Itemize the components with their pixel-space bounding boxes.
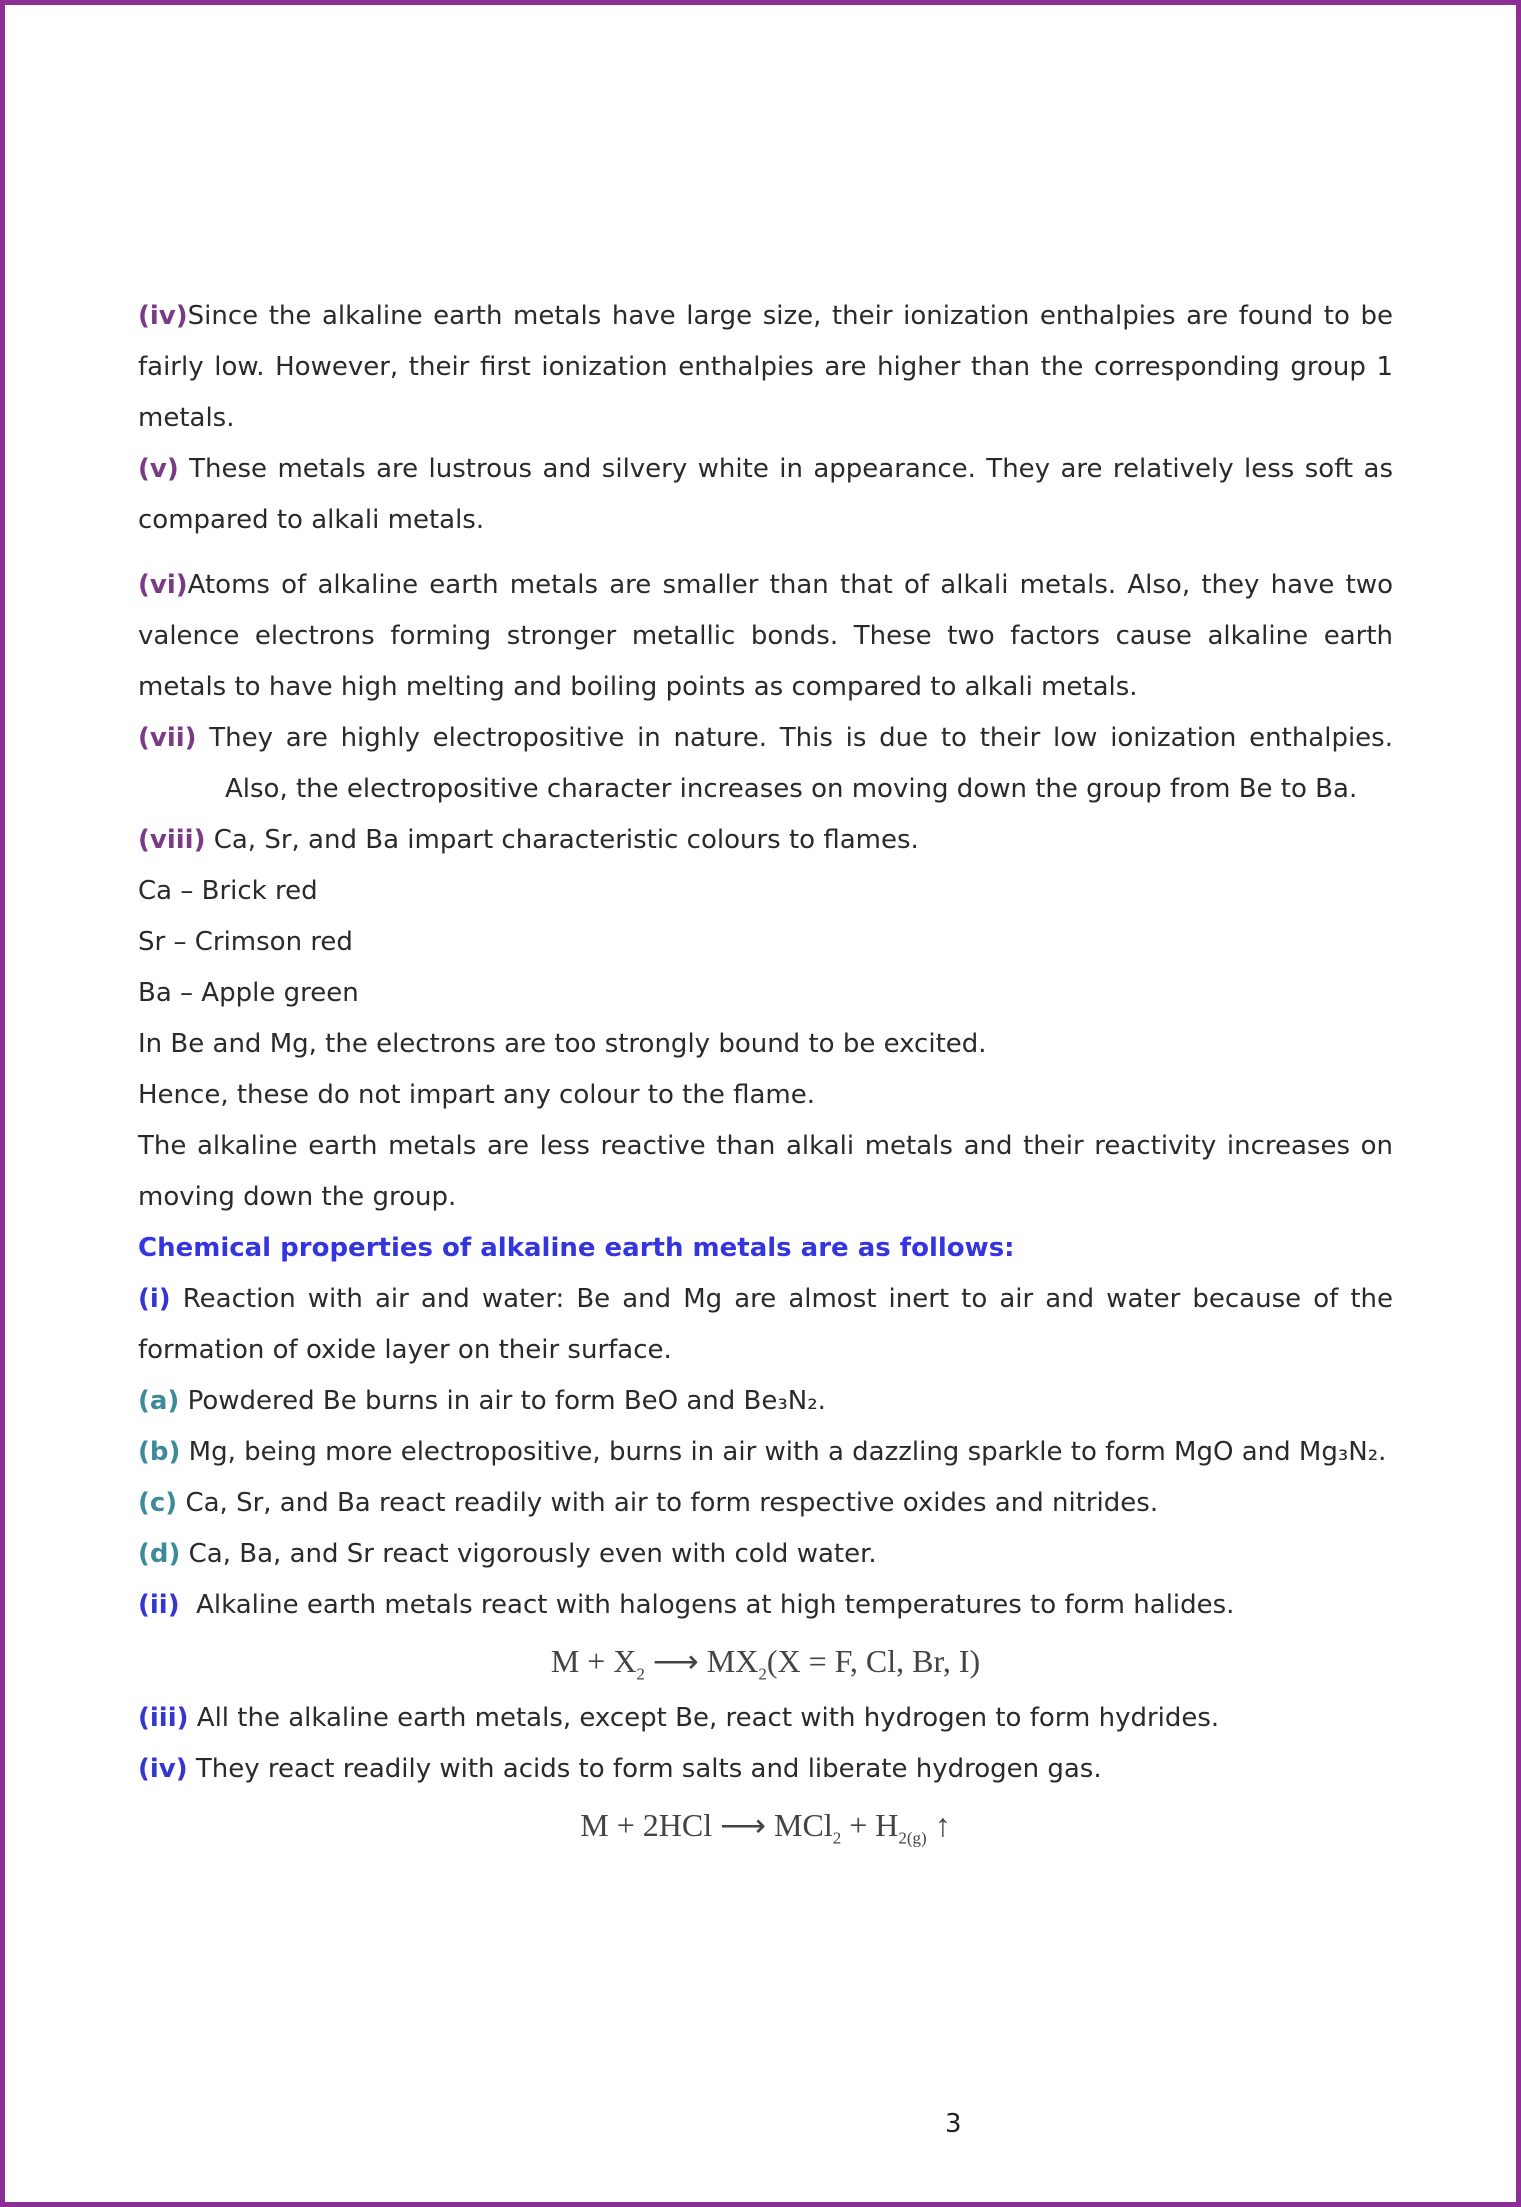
- flame-colour-ba: Ba – Apple green: [138, 978, 359, 1008]
- eq-term: MX: [706, 1643, 759, 1679]
- item-label: (i): [138, 1284, 171, 1314]
- property-viii: [138, 815, 1393, 866]
- item-text: Ca, Sr, and Ba react readily with air to form respective oxides and nitrides.: [177, 1488, 1159, 1518]
- item-text: Mg, being more electropositive, burns in air with a dazzling sparkle to form MgO and Mg₃N₂.: [180, 1437, 1387, 1467]
- eq-subscript: 2: [832, 1828, 842, 1848]
- item-text: Atoms of alkaline earth metals are smaller than that of alkali metals. Also, they have two valence electrons forming stronger metallic bonds. These two factors cause alkaline earth metals to have high melting and boiling points as compared to alkali metals.: [138, 570, 1393, 702]
- item-label: (vi): [138, 570, 188, 600]
- note-line: In Be and Mg, the electrons are too strongly bound to be excited.: [138, 1029, 987, 1059]
- item-label: (v): [138, 454, 179, 484]
- item-label: (c): [138, 1488, 178, 1518]
- item-label: (iii): [138, 1703, 189, 1733]
- eq-term: MCl: [774, 1807, 833, 1843]
- chemical-iv: [138, 1744, 1393, 1795]
- chemical-d: [138, 1529, 1393, 1580]
- page-content: [138, 291, 1393, 1857]
- gas-evolution-arrow-icon: ↑: [926, 1807, 951, 1843]
- item-text: Since the alkaline earth metals have large size, their ionization enthalpies are found to be fairly low. However, their first ionization enthalpies are higher than the corresponding group 1 metals.: [138, 301, 1393, 433]
- reaction-arrow-icon: ⟶: [644, 1643, 707, 1679]
- item-text: These metals are lustrous and silvery white in appearance. They are relatively less soft as compared to alkali metals.: [138, 454, 1393, 535]
- property-vi: [138, 560, 1393, 713]
- property-v: [138, 444, 1393, 546]
- item-label: (d): [138, 1539, 181, 1569]
- section-heading: Chemical properties of alkaline earth metals are as follows:: [138, 1233, 1015, 1263]
- equation-halide: [138, 1631, 1393, 1693]
- item-text: They are highly electropositive in nature. This is due to their low ionization enthalpies. Also, the electropositive character increases on moving down the group from Be to Ba.: [196, 723, 1393, 804]
- eq-subscript: 2: [758, 1664, 767, 1684]
- flame-colour-sr: Sr – Crimson red: [138, 927, 353, 957]
- item-label: (iv): [138, 301, 188, 331]
- item-text: Ca, Ba, and Sr react vigorously even with cold water.: [180, 1539, 877, 1569]
- eq-term: + H: [841, 1807, 899, 1843]
- item-label: (ii): [138, 1590, 180, 1620]
- chemical-c: [138, 1478, 1393, 1529]
- equation-acid: [138, 1795, 1393, 1857]
- chemical-b: [138, 1427, 1393, 1478]
- note-line: The alkaline earth metals are less reactive than alkali metals and their reactivity increases on moving down the group.: [138, 1131, 1393, 1212]
- item-text: They react readily with acids to form salts and liberate hydrogen gas.: [187, 1754, 1102, 1784]
- item-label: (vii): [138, 723, 197, 753]
- property-iv: [138, 291, 1393, 444]
- note-line: Hence, these do not impart any colour to the flame.: [138, 1080, 816, 1110]
- flame-colour-ca: Ca – Brick red: [138, 876, 318, 906]
- item-text: Ca, Sr, and Ba impart characteristic colours to flames.: [205, 825, 919, 855]
- item-text: Powdered Be burns in air to form BeO and Be₃N₂.: [179, 1386, 826, 1416]
- eq-subscript: 2: [636, 1664, 645, 1684]
- eq-term: M + X: [550, 1643, 637, 1679]
- chemical-i: [138, 1274, 1393, 1376]
- item-label: (viii): [138, 825, 206, 855]
- item-text: All the alkaline earth metals, except Be, react with hydrogen to form hydrides.: [188, 1703, 1220, 1733]
- eq-term: M + 2HCl: [580, 1807, 713, 1843]
- eq-subscript: 2(g): [898, 1828, 927, 1848]
- chemical-iii: [138, 1693, 1393, 1744]
- property-vii: [138, 713, 1393, 815]
- chemical-ii: [138, 1580, 1393, 1631]
- item-text: Alkaline earth metals react with halogens at high temperatures to form halides.: [179, 1590, 1235, 1620]
- item-label: (b): [138, 1437, 181, 1467]
- page-number: 3: [945, 2109, 962, 2139]
- item-text: Reaction with air and water: Be and Mg are almost inert to air and water because of the formation of oxide layer on their surface.: [138, 1284, 1393, 1365]
- item-label: (a): [138, 1386, 180, 1416]
- reaction-arrow-icon: ⟶: [712, 1807, 775, 1843]
- chemical-a: [138, 1376, 1393, 1427]
- item-label: (iv): [138, 1754, 188, 1784]
- eq-condition: (X = F, Cl, Br, I): [766, 1643, 981, 1679]
